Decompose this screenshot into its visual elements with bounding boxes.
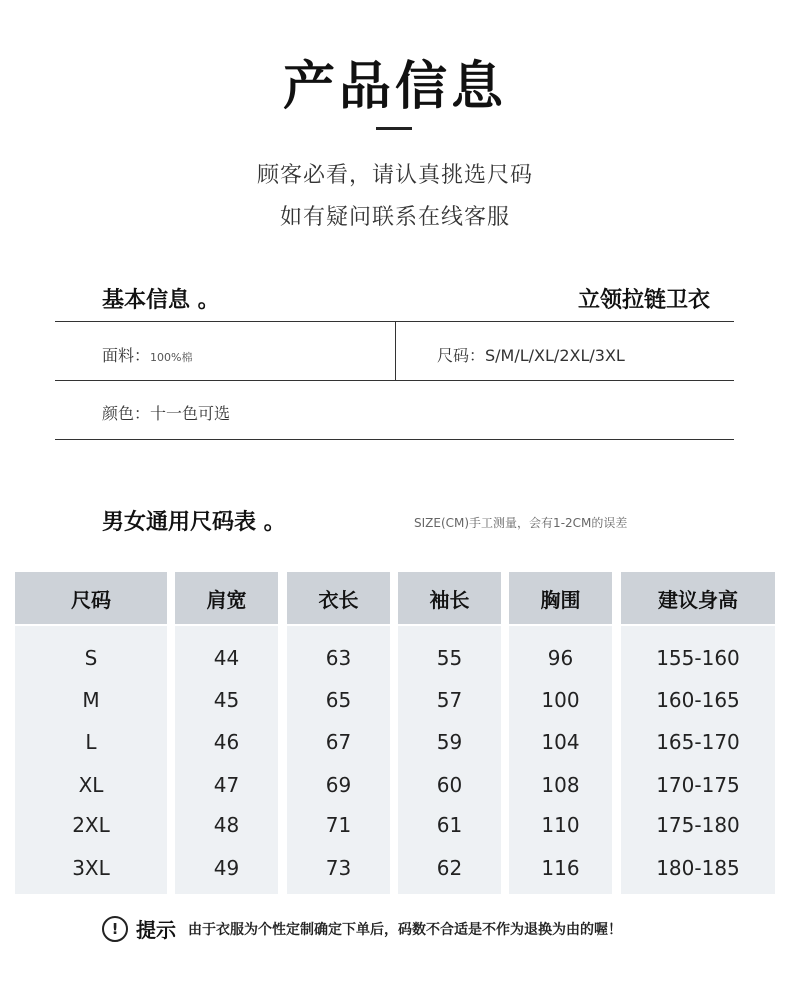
- style-name: 立领拉链卫衣: [577, 288, 710, 313]
- size-table: [15, 572, 775, 894]
- table-cell: 73: [325, 856, 352, 880]
- table-cell: 71: [325, 813, 352, 837]
- table-column-sleeve: [398, 572, 501, 894]
- table-cell: XL: [78, 773, 104, 797]
- fabric-label: 面料：: [102, 346, 151, 365]
- table-cell: 3XL: [72, 856, 110, 880]
- table-cell: 67: [325, 730, 352, 754]
- notice-text: 由于衣服为个性定制确定下单后，码数不合适是不作为退换为由的喔！: [188, 921, 622, 938]
- table-cell: 108: [541, 773, 580, 797]
- table-cell: 116: [541, 856, 580, 880]
- table-cell: 160-165: [656, 688, 740, 712]
- table-cell: 44: [213, 646, 240, 670]
- table-column-chest: [509, 572, 612, 894]
- size-info: 尺码：S/M/L/XL/2XL/3XL: [437, 346, 625, 365]
- table-header: 衣长: [287, 572, 390, 624]
- info-middle-rule: [55, 380, 734, 381]
- table-cell: S: [84, 646, 98, 670]
- table-header: 袖长: [398, 572, 501, 624]
- table-cell: 65: [325, 688, 352, 712]
- table-column-height: [621, 572, 775, 894]
- table-cell: 100: [541, 688, 580, 712]
- table-header: 胸围: [509, 572, 612, 624]
- table-cell: 45: [213, 688, 240, 712]
- info-column-divider: [395, 321, 396, 380]
- table-header: 肩宽: [175, 572, 278, 624]
- table-cell: 59: [436, 730, 463, 754]
- table-cell: 55: [436, 646, 463, 670]
- exclamation-circle-icon: !: [102, 916, 128, 942]
- table-cell: L: [85, 730, 97, 754]
- table-cell: 48: [213, 813, 240, 837]
- table-cell: 104: [541, 730, 580, 754]
- fabric-info: [102, 343, 192, 366]
- info-bottom-rule: [55, 439, 734, 440]
- subtitle-line-1: 顾客必看，请认真挑选尺码: [256, 163, 533, 188]
- basic-info-heading: 基本信息 。: [102, 288, 220, 313]
- table-cell: 49: [213, 856, 240, 880]
- fabric-value: 100%棉: [150, 351, 193, 364]
- subtitle-line-2: 如有疑问联系在线客服: [279, 205, 510, 230]
- page-title: 产品信息: [282, 57, 507, 117]
- table-cell: 180-185: [656, 856, 740, 880]
- color-info: 颜色：十一色可选: [102, 404, 231, 423]
- table-cell: M: [82, 688, 100, 712]
- size-measure-note: SIZE(CM)手工测量，会有1-2CM的误差: [414, 516, 628, 530]
- table-cell: 63: [325, 646, 352, 670]
- notice-label: 提示: [136, 918, 176, 942]
- table-cell: 46: [213, 730, 240, 754]
- table-cell: 57: [436, 688, 463, 712]
- table-cell: 165-170: [656, 730, 740, 754]
- table-cell: 155-160: [656, 646, 740, 670]
- table-cell: 170-175: [656, 773, 740, 797]
- notice: [102, 914, 622, 943]
- table-header: 建议身高: [621, 572, 775, 624]
- table-cell: 175-180: [656, 813, 740, 837]
- table-column-size: [15, 572, 167, 894]
- table-column-shoulder: [175, 572, 278, 894]
- table-cell: 96: [547, 646, 574, 670]
- table-cell: 2XL: [72, 813, 110, 837]
- table-cell: 110: [541, 813, 580, 837]
- size-chart-heading: 男女通用尺码表 。: [102, 510, 286, 535]
- table-cell: 69: [325, 773, 352, 797]
- table-cell: 47: [213, 773, 240, 797]
- table-header: 尺码: [15, 572, 167, 624]
- table-cell: 60: [436, 773, 463, 797]
- table-cell: 61: [436, 813, 463, 837]
- title-divider: [376, 127, 412, 130]
- table-cell: 62: [436, 856, 463, 880]
- table-column-length: [287, 572, 390, 894]
